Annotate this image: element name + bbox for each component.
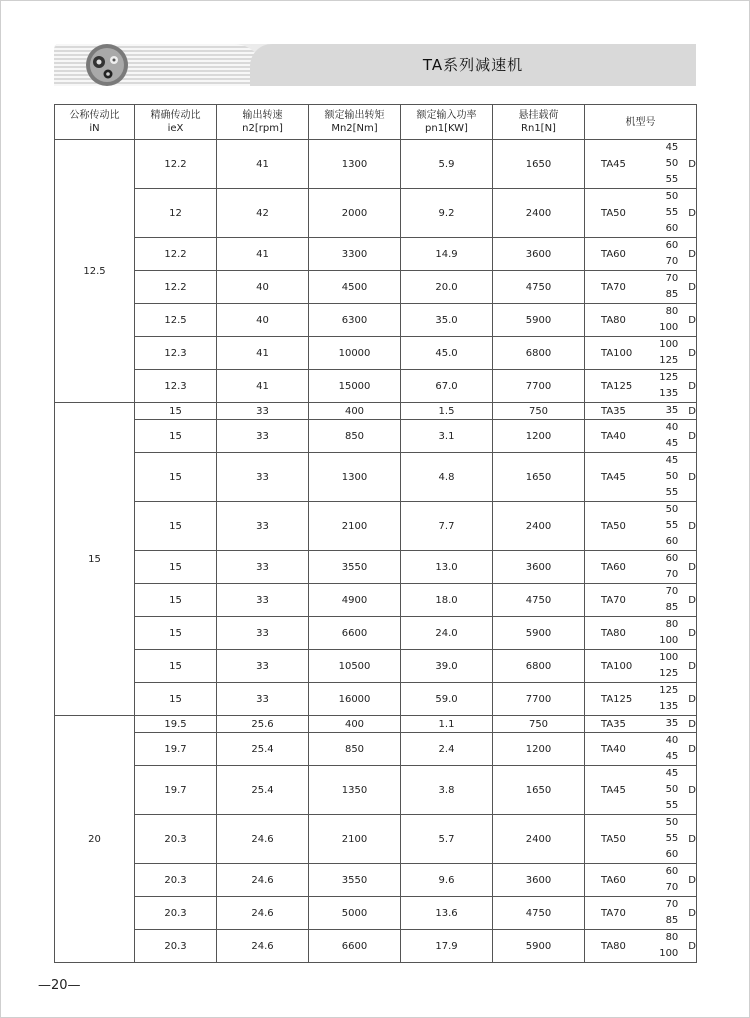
- table-row: [55, 453, 697, 502]
- model-suffix: D: [688, 693, 696, 705]
- model-cell: [585, 683, 697, 716]
- model-size: 70: [665, 882, 679, 893]
- model-suffix: D: [688, 784, 696, 796]
- nominal-ratio-cell: 12.5: [55, 140, 135, 403]
- model-sizes: [636, 140, 679, 188]
- model-suffix: D: [688, 248, 696, 260]
- model-name: TA100: [601, 347, 633, 359]
- exact-ratio-cell: 12.2: [135, 271, 217, 304]
- model-cell: [585, 337, 697, 370]
- model-size: 50: [665, 471, 679, 482]
- model-size: 80: [665, 619, 679, 630]
- model-size: 70: [665, 899, 679, 910]
- output-torque-cell: 2000: [309, 189, 401, 238]
- model-size: 55: [665, 520, 679, 531]
- model-suffix: D: [688, 347, 696, 359]
- exact-ratio-cell: 15: [135, 403, 217, 420]
- output-speed-cell: 33: [217, 683, 309, 716]
- output-torque-cell: 5000: [309, 897, 401, 930]
- model-size: 70: [665, 569, 679, 580]
- model-suffix: D: [688, 833, 696, 845]
- output-speed-cell: 41: [217, 140, 309, 189]
- output-speed-cell: 33: [217, 551, 309, 584]
- output-torque-cell: 15000: [309, 370, 401, 403]
- model-suffix: D: [688, 627, 696, 639]
- output-torque-cell: 850: [309, 733, 401, 766]
- output-speed-cell: 33: [217, 650, 309, 683]
- model-size: 60: [665, 866, 679, 877]
- exact-ratio-cell: 15: [135, 617, 217, 650]
- exact-ratio-cell: 15: [135, 551, 217, 584]
- model-suffix: D: [688, 907, 696, 919]
- output-speed-cell: 33: [217, 420, 309, 453]
- output-speed-cell: 40: [217, 304, 309, 337]
- output-torque-cell: 6600: [309, 617, 401, 650]
- model-suffix: D: [688, 660, 696, 672]
- output-torque-cell: 1300: [309, 453, 401, 502]
- table-row: [55, 766, 697, 815]
- overhung-load-cell: 4750: [493, 584, 585, 617]
- input-power-cell: 45.0: [401, 337, 493, 370]
- overhung-load-cell: 2400: [493, 502, 585, 551]
- model-size: 70: [665, 586, 679, 597]
- overhung-load-cell: 1200: [493, 420, 585, 453]
- model-name: TA45: [601, 784, 626, 796]
- model-size: 55: [665, 800, 679, 811]
- output-torque-cell: 1350: [309, 766, 401, 815]
- model-cell: [585, 271, 697, 304]
- model-cell: [585, 403, 697, 420]
- model-cell: [585, 502, 697, 551]
- output-speed-cell: 25.4: [217, 733, 309, 766]
- model-name: TA70: [601, 907, 626, 919]
- model-name: TA40: [601, 743, 626, 755]
- model-suffix: D: [688, 520, 696, 532]
- model-size: 135: [659, 388, 679, 399]
- model-sizes: [636, 617, 679, 649]
- input-power-cell: 59.0: [401, 683, 493, 716]
- overhung-load-cell: 1200: [493, 733, 585, 766]
- model-name: TA100: [601, 660, 633, 672]
- model-size: 50: [665, 158, 679, 169]
- table-row: [55, 420, 697, 453]
- model-suffix: D: [688, 471, 696, 483]
- model-size: 100: [659, 652, 679, 663]
- model-sizes: [636, 337, 679, 369]
- input-power-cell: 14.9: [401, 238, 493, 271]
- model-size: 60: [665, 223, 679, 234]
- input-power-cell: 39.0: [401, 650, 493, 683]
- model-size: 45: [665, 438, 679, 449]
- model-size: 50: [665, 817, 679, 828]
- table-row: [55, 271, 697, 304]
- output-speed-cell: 33: [217, 453, 309, 502]
- model-size: 45: [665, 142, 679, 153]
- page-number: —20—: [38, 978, 81, 993]
- input-power-cell: 35.0: [401, 304, 493, 337]
- input-power-cell: 3.1: [401, 420, 493, 453]
- output-torque-cell: 3550: [309, 864, 401, 897]
- model-sizes: [636, 551, 679, 583]
- header-exact-ratio: 精确传动比 ieX: [135, 105, 217, 140]
- input-power-cell: 9.6: [401, 864, 493, 897]
- model-size: 100: [659, 948, 679, 959]
- input-power-cell: 4.8: [401, 453, 493, 502]
- model-cell: [585, 733, 697, 766]
- model-suffix: D: [688, 380, 696, 392]
- model-cell: [585, 140, 697, 189]
- table-row: [55, 683, 697, 716]
- model-name: TA60: [601, 561, 626, 573]
- overhung-load-cell: 4750: [493, 271, 585, 304]
- overhung-load-cell: 1650: [493, 140, 585, 189]
- model-size: 50: [665, 504, 679, 515]
- exact-ratio-cell: 12.2: [135, 238, 217, 271]
- input-power-cell: 20.0: [401, 271, 493, 304]
- output-torque-cell: 2100: [309, 815, 401, 864]
- model-size: 50: [665, 784, 679, 795]
- exact-ratio-cell: 20.3: [135, 897, 217, 930]
- output-speed-cell: 33: [217, 617, 309, 650]
- model-sizes: [636, 453, 679, 501]
- model-size: 50: [665, 191, 679, 202]
- exact-ratio-cell: 12.2: [135, 140, 217, 189]
- model-size: 60: [665, 553, 679, 564]
- model-suffix: D: [688, 158, 696, 170]
- table-row: [55, 551, 697, 584]
- output-speed-cell: 24.6: [217, 815, 309, 864]
- input-power-cell: 1.1: [401, 716, 493, 733]
- input-power-cell: 9.2: [401, 189, 493, 238]
- page-title: TA系列减速机: [422, 56, 524, 74]
- table-row: [55, 930, 697, 963]
- exact-ratio-cell: 15: [135, 683, 217, 716]
- model-size: 45: [665, 455, 679, 466]
- output-speed-cell: 41: [217, 370, 309, 403]
- overhung-load-cell: 3600: [493, 551, 585, 584]
- model-size: 35: [665, 405, 679, 416]
- overhung-load-cell: 1650: [493, 453, 585, 502]
- model-name: TA35: [601, 718, 626, 730]
- exact-ratio-cell: 19.7: [135, 733, 217, 766]
- overhung-load-cell: 3600: [493, 864, 585, 897]
- header-input-power: 额定输入功率 pn1[KW]: [401, 105, 493, 140]
- model-name: TA50: [601, 833, 626, 845]
- model-size: 40: [665, 422, 679, 433]
- output-torque-cell: 4500: [309, 271, 401, 304]
- overhung-load-cell: 3600: [493, 238, 585, 271]
- model-suffix: D: [688, 743, 696, 755]
- nominal-ratio-cell: 20: [55, 716, 135, 963]
- model-name: TA45: [601, 158, 626, 170]
- input-power-cell: 1.5: [401, 403, 493, 420]
- output-torque-cell: 6300: [309, 304, 401, 337]
- exact-ratio-cell: 20.3: [135, 815, 217, 864]
- output-torque-cell: 6600: [309, 930, 401, 963]
- header-nominal-ratio: 公称传动比 iN: [55, 105, 135, 140]
- model-size: 40: [665, 735, 679, 746]
- exact-ratio-cell: 15: [135, 584, 217, 617]
- model-sizes: [636, 815, 679, 863]
- model-name: TA80: [601, 627, 626, 639]
- model-suffix: D: [688, 281, 696, 293]
- output-torque-cell: 400: [309, 716, 401, 733]
- model-size: 55: [665, 174, 679, 185]
- output-torque-cell: 3550: [309, 551, 401, 584]
- overhung-load-cell: 1650: [493, 766, 585, 815]
- model-size: 125: [659, 372, 679, 383]
- exact-ratio-cell: 15: [135, 502, 217, 551]
- output-speed-cell: 42: [217, 189, 309, 238]
- model-size: 100: [659, 635, 679, 646]
- model-size: 55: [665, 833, 679, 844]
- model-size: 55: [665, 207, 679, 218]
- input-power-cell: 5.9: [401, 140, 493, 189]
- model-cell: [585, 864, 697, 897]
- model-sizes: [636, 650, 679, 682]
- model-size: 60: [665, 536, 679, 547]
- output-torque-cell: 10000: [309, 337, 401, 370]
- model-sizes: [636, 930, 679, 962]
- model-suffix: D: [688, 207, 696, 219]
- output-torque-cell: 3300: [309, 238, 401, 271]
- header-output-torque: 额定输出转矩 Mn2[Nm]: [309, 105, 401, 140]
- table-row: [55, 584, 697, 617]
- table-row: [55, 189, 697, 238]
- table-row: [55, 337, 697, 370]
- table-row: [55, 304, 697, 337]
- model-size: 100: [659, 322, 679, 333]
- output-speed-cell: 24.6: [217, 864, 309, 897]
- exact-ratio-cell: 15: [135, 453, 217, 502]
- model-cell: [585, 370, 697, 403]
- model-size: 80: [665, 932, 679, 943]
- model-suffix: D: [688, 430, 696, 442]
- model-size: 60: [665, 240, 679, 251]
- model-sizes: [636, 733, 679, 765]
- model-size: 85: [665, 289, 679, 300]
- exact-ratio-cell: 20.3: [135, 930, 217, 963]
- output-torque-cell: 2100: [309, 502, 401, 551]
- table-row: [55, 502, 697, 551]
- model-suffix: D: [688, 874, 696, 886]
- model-name: TA45: [601, 471, 626, 483]
- model-cell: [585, 897, 697, 930]
- model-cell: [585, 551, 697, 584]
- output-speed-cell: 24.6: [217, 897, 309, 930]
- model-sizes: [636, 683, 679, 715]
- output-speed-cell: 25.4: [217, 766, 309, 815]
- model-cell: [585, 189, 697, 238]
- overhung-load-cell: 750: [493, 716, 585, 733]
- output-torque-cell: 400: [309, 403, 401, 420]
- model-name: TA40: [601, 430, 626, 442]
- input-power-cell: 17.9: [401, 930, 493, 963]
- table-row: [55, 716, 697, 733]
- model-name: TA60: [601, 874, 626, 886]
- table-row: [55, 864, 697, 897]
- model-size: 125: [659, 685, 679, 696]
- table-row: [55, 650, 697, 683]
- gear-logo-icon: [84, 42, 130, 88]
- exact-ratio-cell: 19.5: [135, 716, 217, 733]
- exact-ratio-cell: 12.5: [135, 304, 217, 337]
- model-name: TA50: [601, 520, 626, 532]
- specification-table: [54, 104, 697, 963]
- model-suffix: D: [688, 314, 696, 326]
- table-header-row: [55, 105, 697, 140]
- overhung-load-cell: 6800: [493, 650, 585, 683]
- output-speed-cell: 33: [217, 584, 309, 617]
- output-torque-cell: 10500: [309, 650, 401, 683]
- model-size: 80: [665, 306, 679, 317]
- header-overhung-load: 悬挂载荷 Rn1[N]: [493, 105, 585, 140]
- input-power-cell: 2.4: [401, 733, 493, 766]
- model-suffix: D: [688, 405, 696, 417]
- model-cell: [585, 304, 697, 337]
- model-suffix: D: [688, 561, 696, 573]
- table-row: [55, 733, 697, 766]
- output-speed-cell: 40: [217, 271, 309, 304]
- model-suffix: D: [688, 940, 696, 952]
- output-speed-cell: 41: [217, 337, 309, 370]
- table-row: [55, 238, 697, 271]
- model-sizes: [636, 584, 679, 616]
- input-power-cell: 3.8: [401, 766, 493, 815]
- input-power-cell: 18.0: [401, 584, 493, 617]
- model-name: TA35: [601, 405, 626, 417]
- model-name: TA70: [601, 594, 626, 606]
- exact-ratio-cell: 15: [135, 650, 217, 683]
- model-sizes: [636, 189, 679, 237]
- model-size: 45: [665, 751, 679, 762]
- exact-ratio-cell: 19.7: [135, 766, 217, 815]
- model-sizes: [636, 897, 679, 929]
- input-power-cell: 24.0: [401, 617, 493, 650]
- output-speed-cell: 25.6: [217, 716, 309, 733]
- input-power-cell: 13.0: [401, 551, 493, 584]
- exact-ratio-cell: 12: [135, 189, 217, 238]
- output-torque-cell: 4900: [309, 584, 401, 617]
- overhung-load-cell: 5900: [493, 617, 585, 650]
- model-size: 85: [665, 602, 679, 613]
- model-sizes: [636, 370, 679, 402]
- output-speed-cell: 33: [217, 403, 309, 420]
- model-name: TA50: [601, 207, 626, 219]
- overhung-load-cell: 750: [493, 403, 585, 420]
- table-row: [55, 370, 697, 403]
- model-size: 125: [659, 668, 679, 679]
- model-sizes: [636, 271, 679, 303]
- model-size: 45: [665, 768, 679, 779]
- model-cell: [585, 716, 697, 733]
- model-sizes: [636, 766, 679, 814]
- output-torque-cell: 1300: [309, 140, 401, 189]
- overhung-load-cell: 5900: [493, 930, 585, 963]
- model-cell: [585, 766, 697, 815]
- model-size: 70: [665, 273, 679, 284]
- model-name: TA125: [601, 693, 633, 705]
- table-row: [55, 897, 697, 930]
- model-size: 55: [665, 487, 679, 498]
- model-suffix: D: [688, 594, 696, 606]
- model-name: TA125: [601, 380, 633, 392]
- overhung-load-cell: 2400: [493, 189, 585, 238]
- input-power-cell: 7.7: [401, 502, 493, 551]
- model-sizes: [636, 716, 679, 732]
- output-speed-cell: 33: [217, 502, 309, 551]
- model-size: 85: [665, 915, 679, 926]
- model-sizes: [636, 420, 679, 452]
- model-cell: [585, 650, 697, 683]
- overhung-load-cell: 7700: [493, 370, 585, 403]
- model-name: TA80: [601, 940, 626, 952]
- table-row: [55, 617, 697, 650]
- overhung-load-cell: 7700: [493, 683, 585, 716]
- model-cell: [585, 617, 697, 650]
- output-torque-cell: 850: [309, 420, 401, 453]
- table-row: [55, 140, 697, 189]
- model-size: 125: [659, 355, 679, 366]
- input-power-cell: 5.7: [401, 815, 493, 864]
- model-sizes: [636, 304, 679, 336]
- overhung-load-cell: 6800: [493, 337, 585, 370]
- model-sizes: [636, 864, 679, 896]
- overhung-load-cell: 5900: [493, 304, 585, 337]
- table-row: [55, 815, 697, 864]
- exact-ratio-cell: 15: [135, 420, 217, 453]
- model-size: 35: [665, 718, 679, 729]
- header-output-speed: 输出转速 n2[rpm]: [217, 105, 309, 140]
- model-name: TA70: [601, 281, 626, 293]
- exact-ratio-cell: 12.3: [135, 370, 217, 403]
- output-speed-cell: 24.6: [217, 930, 309, 963]
- model-cell: [585, 420, 697, 453]
- exact-ratio-cell: 20.3: [135, 864, 217, 897]
- model-size: 70: [665, 256, 679, 267]
- header-model: 机型号: [585, 105, 697, 140]
- output-speed-cell: 41: [217, 238, 309, 271]
- model-size: 135: [659, 701, 679, 712]
- model-suffix: D: [688, 718, 696, 730]
- overhung-load-cell: 4750: [493, 897, 585, 930]
- model-size: 60: [665, 849, 679, 860]
- input-power-cell: 13.6: [401, 897, 493, 930]
- model-sizes: [636, 238, 679, 270]
- table-row: [55, 403, 697, 420]
- model-size: 100: [659, 339, 679, 350]
- model-cell: [585, 815, 697, 864]
- table-body: [55, 140, 697, 963]
- overhung-load-cell: 2400: [493, 815, 585, 864]
- model-cell: [585, 453, 697, 502]
- model-sizes: [636, 502, 679, 550]
- model-cell: [585, 584, 697, 617]
- nominal-ratio-cell: 15: [55, 403, 135, 716]
- model-cell: [585, 238, 697, 271]
- model-name: TA60: [601, 248, 626, 260]
- input-power-cell: 67.0: [401, 370, 493, 403]
- exact-ratio-cell: 12.3: [135, 337, 217, 370]
- model-cell: [585, 930, 697, 963]
- output-torque-cell: 16000: [309, 683, 401, 716]
- model-sizes: [636, 403, 679, 419]
- model-name: TA80: [601, 314, 626, 326]
